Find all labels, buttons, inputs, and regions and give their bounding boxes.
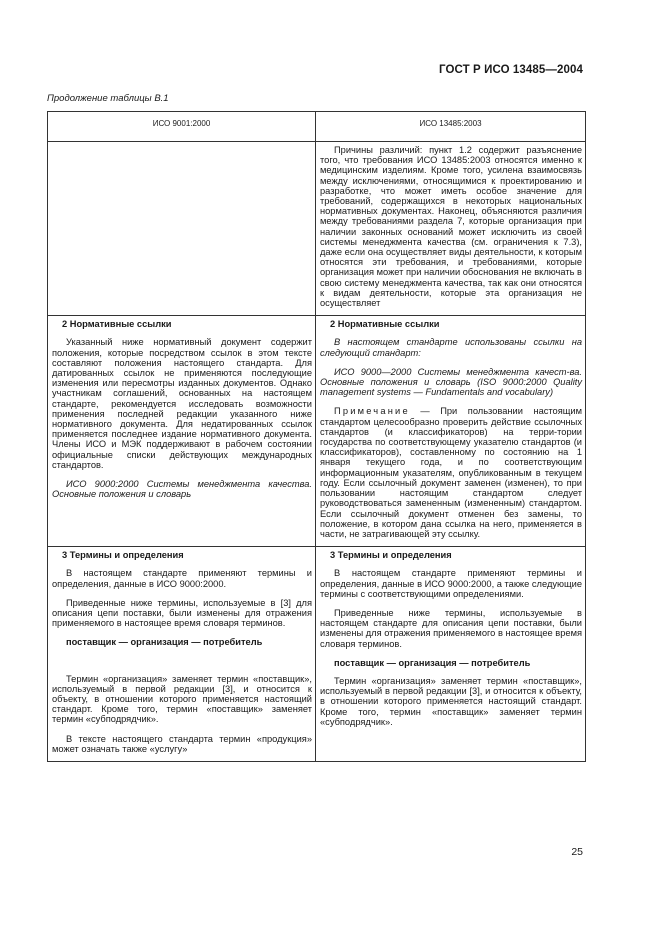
terms-paragraph: В настоящем стандарте применяют термины и определения, данные в ИСО 9000:2000. <box>52 568 312 589</box>
table-row-scope-differences <box>48 142 586 316</box>
section-title: 3 Термины и определения <box>330 550 452 561</box>
term-heading: поставщик — организация — потребитель <box>66 637 263 648</box>
cell-iso13485-differences <box>316 142 586 316</box>
term-heading: поставщик — организация — потребитель <box>334 657 531 668</box>
references-intro: В настоящем стандарте использованы ссылки на следующий стандарт: <box>320 337 582 358</box>
column-header-iso9001: ИСО 9001:2000 <box>48 112 316 142</box>
reference-item: ИСО 9000:2000 Системы менеджмента качества. Основные положения и словарь <box>52 479 312 500</box>
section-title: 2 Нормативные ссылки <box>330 319 440 330</box>
note-label: Примечание <box>334 406 410 417</box>
cell-iso9001-terms <box>48 547 316 762</box>
note-paragraph <box>320 406 582 539</box>
table-header-row <box>48 112 586 142</box>
section-title: 3 Термины и определения <box>62 550 184 561</box>
page-number: 25 <box>571 846 583 858</box>
differences-paragraph: Причины различий: пункт 1.2 содержит разъяснение того, что требования ИСО 13485:2003 относятся именно к медицинским изделиям. Кроме того, усилена взаимосвязь между исключениями, относящимися к проектированию и разработке, что может иметь особое значение для требований, содержащихся в некоторых национальных нормативных документах. Наконец, объясняются различия между требованиями раздела 7, которые организация при наличии законных оснований может исключить из своей системы менеджмента качества (см. ограничения к 7.3), даже если она осуществляет виды деятельности, к которым относятся эти требования, и требованиями, которые организация может при наличии обоснования не включать в свою систему менеджмента качества, так как они относятся к видам деятельности, которые эта организация не осуществляет <box>320 145 582 309</box>
section-title: 2 Нормативные ссылки <box>62 319 172 330</box>
table-caption: Продолжение таблицы В.1 <box>47 93 169 104</box>
terms-paragraph: В настоящем стандарте применяют термины и определения, данные в ИСО 9000:2000, а также следующие термины с соответствующими определениями. <box>320 568 582 599</box>
terms-paragraph: В тексте настоящего стандарта термин «продукция» может означать также «услугу» <box>52 733 312 754</box>
note-text: — При пользовании настоящим стандартом целесообразно проверить действие ссылочных стандартов (и классификаторов) на терри-тории государства по соответствующему указателю стандартов (и классификаторов), составленному по состоянию на 1 января текущего года, и по соответствующим информационным указателям, опубликованным в текущем году. Если ссылочный документ заменен (изменен), то при пользовании настоящим стандартом следует руководствоваться замененным (измененным) стандартом. Если ссылочный документ отменен без замены, то положение, в котором дана ссылка на него, применяется в части, не затрагивающей эту ссылку. <box>320 406 582 539</box>
comparison-table <box>47 111 586 762</box>
references-paragraph: Указанный ниже нормативный документ содержит положения, которые посредством ссылок в этом тексте составляют положения настоящего стандарта. Для датированных ссылок не применяются последующие изменения или пересмотры изданных документов. Однако участникам соглашений, основанных на настоящем стандарте, рекомендуется исследовать возможности применения последней редакции указанного ниже нормативного документа. Для недатированных ссылок применяется последнее издание нормативного документа. Члены ИСО и МЭК поддерживают в рабочем состоянии официальные списки действующих международных стандартов. <box>52 337 312 470</box>
table-row-normative-references <box>48 316 586 547</box>
table-row-terms-definitions <box>48 547 586 762</box>
terms-paragraph: Приведенные ниже термины, используемые в [3] для описания цепи поставки, были изменены для отражения применяемого в настоящее время словаря терминов. <box>52 597 312 629</box>
document-header: ГОСТ Р ИСО 13485—2004 <box>438 64 583 76</box>
cell-iso13485-terms <box>316 547 586 762</box>
terms-paragraph: Термин «организация» заменяет термин «поставщик», используемый в первой редакции [3], и относится к объекту, в отношении которого применяется настоящий стандарт. Кроме того, термин «поставщик» заменяет термин «субподрядчик». <box>52 673 312 725</box>
reference-item: ИСО 9000—2000 Системы менеджмента качест-ва. Основные положения и словарь (ISO 9000:2000 Quality management systems — Fundamentals and vocabulary) <box>320 366 582 398</box>
terms-paragraph: Термин «организация» заменяет термин «поставщик», используемый в первой редакции [3], и относится к объекту, в отношении которого применяется настоящий стандарт. Кроме того, термин «поставщик» заменяет термин «субподрядчик». <box>320 675 582 727</box>
cell-iso9001-references <box>48 316 316 547</box>
cell-iso9001-empty <box>48 142 316 316</box>
column-header-iso13485: ИСО 13485:2003 <box>316 112 586 142</box>
terms-paragraph: Приведенные ниже термины, используемые в настоящем стандарте для описания цепи поставки, были изменены для отражения применяемого в настоящее время словаря терминов. <box>320 607 582 649</box>
cell-iso13485-references <box>316 316 586 547</box>
